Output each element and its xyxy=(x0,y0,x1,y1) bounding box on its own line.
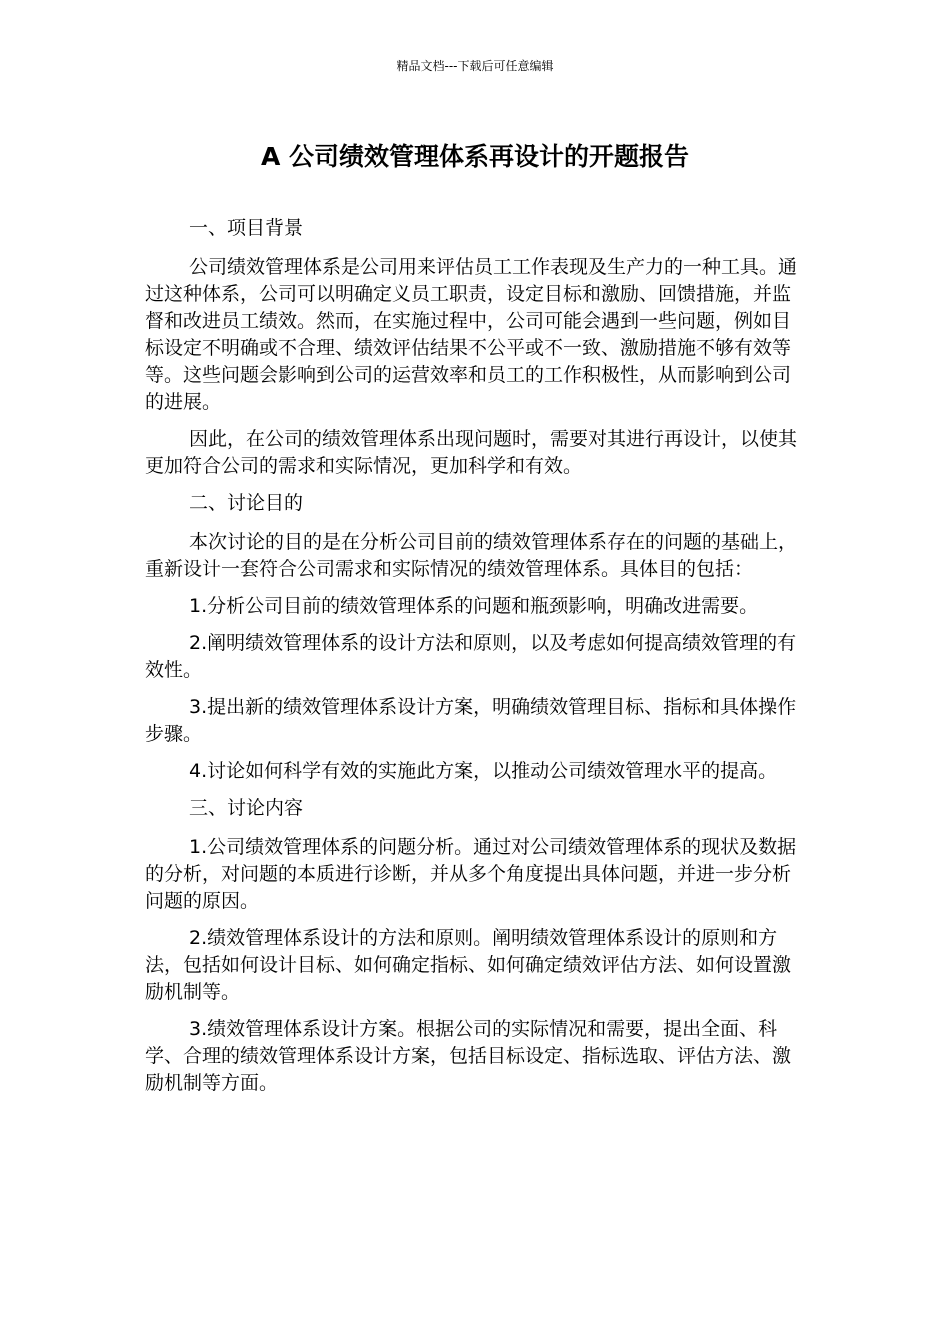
section-project-background xyxy=(145,215,803,480)
list-item: 1.公司绩效管理体系的问题分析。通过对公司绩效管理体系的现状及数据的分析，对问题的本质进行诊断，并从多个角度提出具体问题，并进一步分析问题的原因。 xyxy=(145,836,797,912)
header-note: 精品文档---下载后可任意编辑 xyxy=(396,59,554,73)
section-heading: 一、项目背景 xyxy=(189,217,304,239)
section-heading: 二、讨论目的 xyxy=(189,492,304,514)
list-item: 3.绩效管理体系设计方案。根据公司的实际情况和需要，提出全面、科学、合理的绩效管理体系设计方案，包括目标设定、指标选取、评估方法、激励机制等方面。 xyxy=(145,1018,792,1094)
document-body xyxy=(145,215,803,1107)
list-item: 2.阐明绩效管理体系的设计方法和原则，以及考虑如何提高绩效管理的有效性。 xyxy=(145,632,797,681)
section-heading: 三、讨论内容 xyxy=(189,797,304,819)
section-discussion-purpose xyxy=(145,490,803,785)
paragraph: 公司绩效管理体系是公司用来评估员工工作表现及生产力的一种工具。通过这种体系，公司可以明确定义员工职责，设定目标和激励、回馈措施，并监督和改进员工绩效。然而，在实施过程中，公司可能会遇到一些问题，例如目标设定不明确或不合理、绩效评估结果不公平或不一致、激励措施不够有效等等。这些问题会影响到公司的运营效率和员工的工作积极性，从而影响到公司的进展。 xyxy=(145,256,798,413)
document-title: A 公司绩效管理体系再设计的开题报告 xyxy=(260,142,690,171)
section-discussion-content xyxy=(145,795,803,1097)
paragraph: 因此，在公司的绩效管理体系出现问题时，需要对其进行再设计，以使其更加符合公司的需求和实际情况，更加科学和有效。 xyxy=(145,428,798,477)
list-item: 3.提出新的绩效管理体系设计方案，明确绩效管理目标、指标和具体操作步骤。 xyxy=(145,696,797,745)
list-item: 4.讨论如何科学有效的实施此方案，以推动公司绩效管理水平的提高。 xyxy=(189,760,778,782)
paragraph: 本次讨论的目的是在分析公司目前的绩效管理体系存在的问题的基础上，重新设计一套符合公司需求和实际情况的绩效管理体系。具体目的包括： xyxy=(145,531,798,580)
list-item: 2.绩效管理体系设计的方法和原则。阐明绩效管理体系设计的原则和方法，包括如何设计目标、如何确定指标、如何确定绩效评估方法、如何设置激励机制等。 xyxy=(145,927,792,1003)
list-item: 1.分析公司目前的绩效管理体系的问题和瓶颈影响，明确改进需要。 xyxy=(189,595,759,617)
